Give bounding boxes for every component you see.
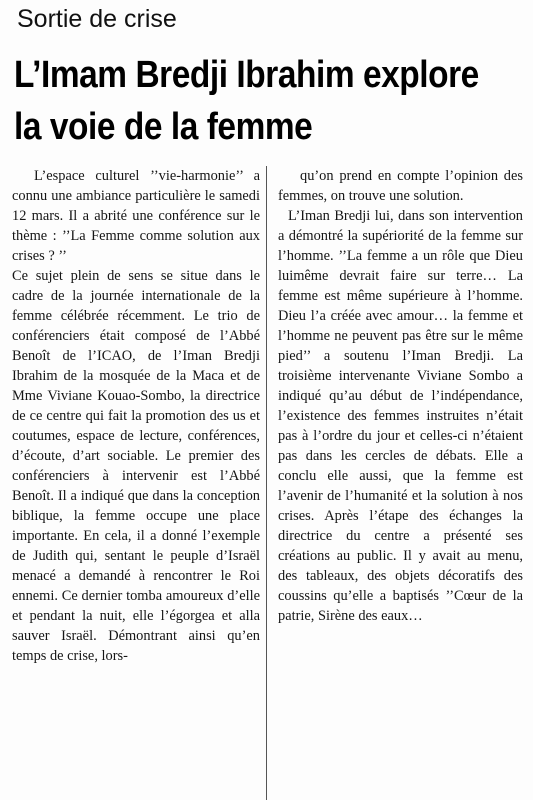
article-paragraph: qu’on prend en compte l’opinion des femmes, on trouve une solution. [278,168,523,204]
headline-line-2: la voie de la femme [14,106,313,148]
headline-line-1: L’Imam Bredji Ibrahim explore [14,54,479,96]
article-column-left [12,166,260,666]
section-kicker: Sortie de crise [17,5,177,33]
column-divider [266,166,267,800]
article-column-right [278,166,523,626]
article-paragraph: L’Iman Bredji lui, dans son intervention a démontré la supériorité de la femme sur l’homme. ’’La femme a un rôle que Dieu luimême devrait faire sur terre… La femme est même supérieure à l’homme. Dieu l’a créée avec amour… la femme et l’homme ne peuvent pas être sur le même pied’’ a soutenu l’Iman Bredji. La troisième intervenante Viviane Sombo a indiqué qu’au début de l’indépendance, l’existence des femmes instruites n’était pas à l’ordre du jour et celles-ci n’étaient pas dans les cercles de débats. Elle a conclu elle aussi, que la femme est l’avenir de l’humanité et la solution à nos crises. Après l’étape des échanges la directrice du centre a présenté ses créations au public. Il y avait au menu, des tableaux, des objets décoratifs des coussins qu’elle a baptisés ’’Cœur de la patrie, Sirène des eaux… [278,208,523,624]
article-paragraph: Ce sujet plein de sens se situe dans le cadre de la journée internationale de la femme célébrée récemment. Le trio de conférenciers était composé de l’Abbé Benoît de l’ICAO, de l’Iman Bredji Ibrahim de la mosquée de la Maca et de Mme Viviane Kouao-Sombo, la directrice de ce centre qui fait la promotion des us et coutumes, espace de lecture, conférences, d’écoute, d’art sociable. Le premier des conférenciers à intervenir est l’Abbé Benoît. Il a indiqué que dans la conception biblique, la femme occupe une place importante. En cela, il a donné l’exemple de Judith qui, sentant le peuple d’Israël menacé a demandé à rencontrer le Roi ennemi. Ce dernier tomba amoureux d’elle et pendant la nuit, elle l’égorgea et alla sauver Israël. Démontrant ainsi qu’en temps de crise, lors- [12,268,260,664]
article-paragraph: L’espace culturel ’’vie-harmonie’’ a connu une ambiance particulière le samedi 12 mars. Il a abrité une conférence sur le thème : ’’La Femme comme solution aux crises ? ’’ [12,168,260,264]
